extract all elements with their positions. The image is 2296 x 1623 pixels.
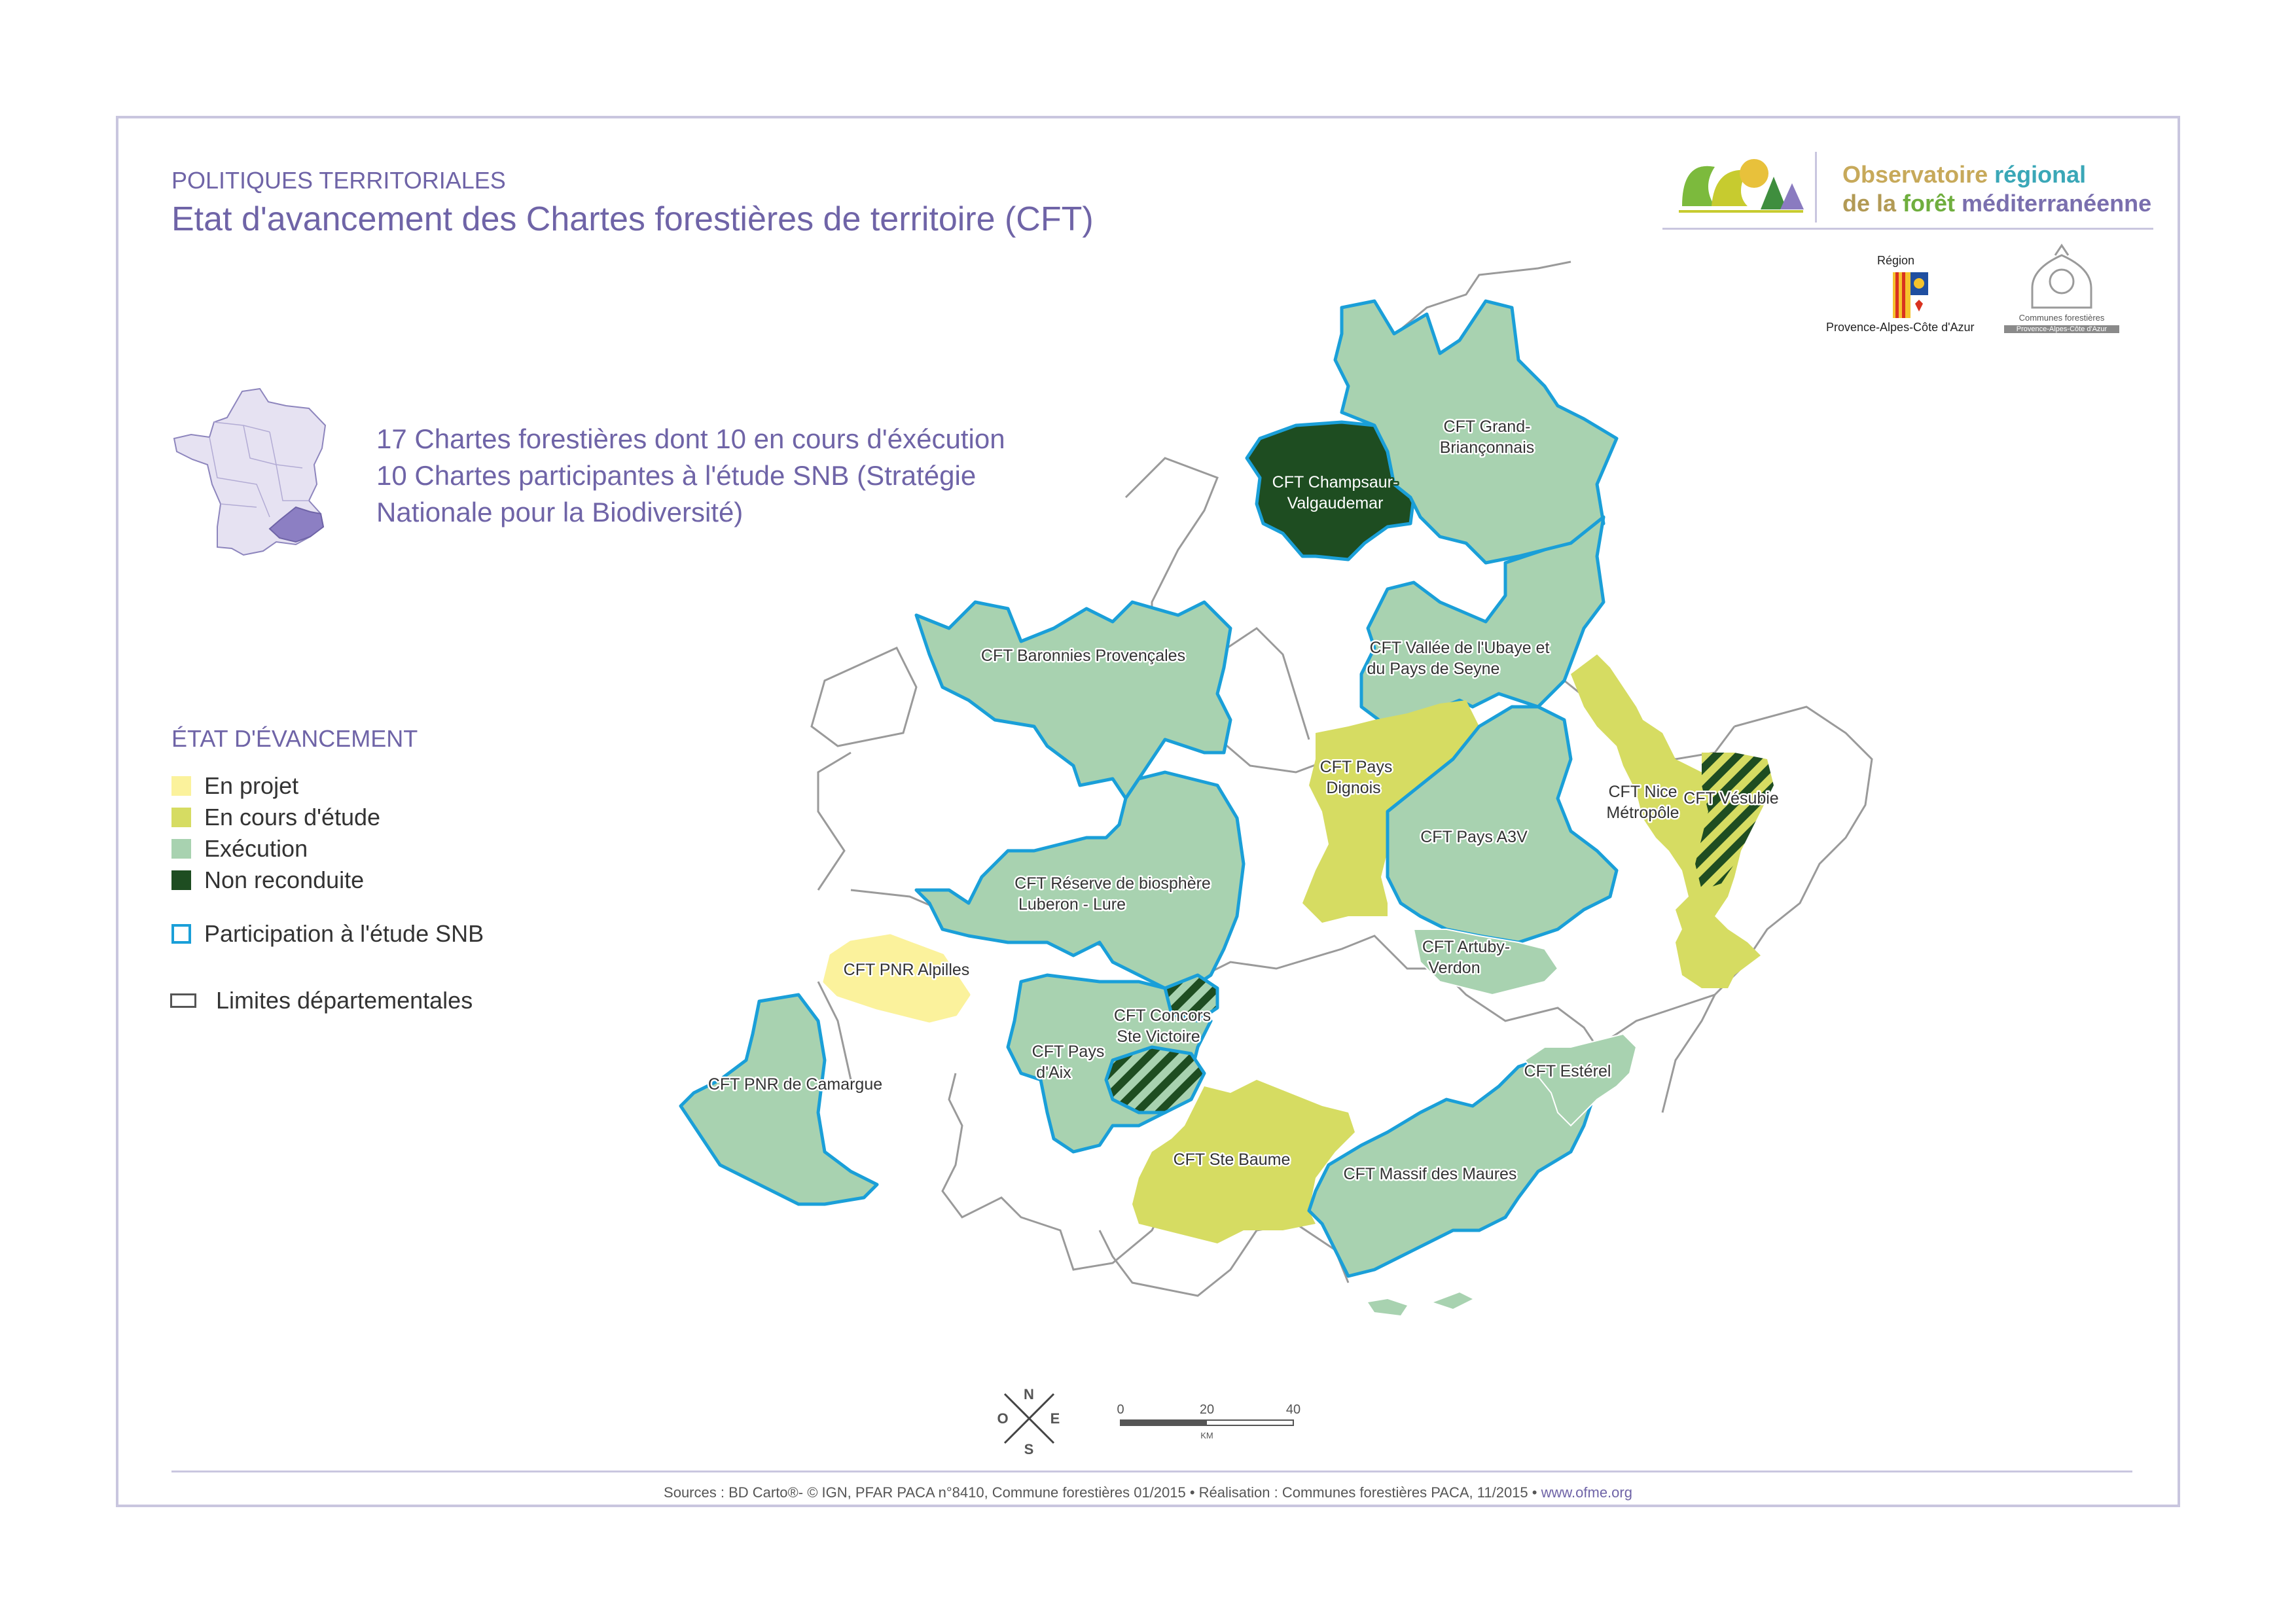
- scale-tick-0: 0: [1117, 1402, 1124, 1417]
- ofme-logo-text: Observatoire régional de la forêt méditerranéenne: [1842, 161, 2152, 217]
- label-ubaye-2: du Pays de Seyne: [1367, 660, 1500, 678]
- compass-e: E: [1050, 1410, 1060, 1427]
- region-baronnies: [916, 602, 1230, 798]
- label-luberon-1: CFT Réserve de biosphère: [1014, 874, 1211, 893]
- label-a3v: CFT Pays A3V: [1420, 828, 1528, 846]
- compass-icon: [997, 1386, 1060, 1457]
- scale-tick-40: 40: [1285, 1402, 1301, 1417]
- footer-rule: [171, 1471, 2132, 1472]
- label-aix-2: d'Aix: [1036, 1063, 1071, 1082]
- label-ste-baume: CFT Ste Baume: [1173, 1150, 1291, 1169]
- label-brianconnais-2: Briançonnais: [1439, 438, 1535, 457]
- label-champsaur-2: Valgaudemar: [1287, 494, 1384, 512]
- region-logo-name: Provence-Alpes-Côte d'Azur: [1826, 321, 1975, 334]
- label-dignois-2: Dignois: [1326, 779, 1381, 797]
- label-dignois-1: CFT Pays: [1319, 758, 1393, 776]
- label-concors-1: CFT Concors: [1113, 1007, 1211, 1025]
- summary-line-3: Nationale pour la Biodiversité): [376, 497, 744, 527]
- label-camargue: CFT PNR de Camargue: [708, 1075, 883, 1094]
- section-kicker: POLITIQUES TERRITORIALES: [171, 167, 506, 194]
- label-esterel: CFT Estérel: [1524, 1062, 1611, 1080]
- label-nice-1: CFT Nice: [1608, 783, 1677, 801]
- island-porquerolles: [1368, 1299, 1407, 1315]
- label-maures: CFT Massif des Maures: [1343, 1165, 1517, 1183]
- page-title: Etat d'avancement des Chartes forestières de territoire (CFT): [171, 200, 1094, 238]
- label-alpilles: CFT PNR Alpilles: [843, 961, 970, 979]
- label-nice-2: Métropôle: [1606, 804, 1679, 822]
- compass-s: S: [1024, 1441, 1034, 1457]
- legend-title: ÉTAT D'ÉVANCEMENT: [171, 725, 418, 752]
- communes-forestieres-tag: Provence-Alpes-Côte d'Azur: [2004, 325, 2119, 333]
- ofme-link[interactable]: www.ofme.org: [1541, 1484, 1632, 1501]
- label-vesubie: CFT Vésubie: [1683, 789, 1779, 808]
- label-artuby-1: CFT Artuby-: [1422, 938, 1511, 956]
- label-aix-1: CFT Pays: [1031, 1043, 1105, 1061]
- scale-bar: [1117, 1402, 1300, 1440]
- label-champsaur-1: CFT Champsaur-: [1272, 473, 1399, 491]
- label-artuby-2: Verdon: [1428, 959, 1480, 977]
- label-ubaye-1: CFT Vallée de l'Ubaye et: [1369, 639, 1550, 657]
- region-camargue: [681, 995, 877, 1204]
- summary-line-1: 17 Chartes forestières dont 10 en cours d'éxécution: [376, 423, 1005, 454]
- label-brianconnais-1: CFT Grand-: [1443, 418, 1531, 436]
- scale-tick-20: 20: [1199, 1402, 1215, 1417]
- label-concors-2: Ste Victoire: [1117, 1027, 1200, 1046]
- label-baronnies: CFT Baronnies Provençales: [980, 647, 1186, 665]
- sources-footer: Sources : BD Carto®- © IGN, PFAR PACA n°8410, Commune forestières 01/2015 • Réalisation : Communes forestières PACA, 11/2015 • www.ofme.org: [664, 1484, 1632, 1501]
- island-levant: [1433, 1293, 1473, 1309]
- compass-o: O: [997, 1410, 1009, 1427]
- communes-forestieres-caption: Communes forestières: [2018, 313, 2105, 323]
- label-luberon-2: Luberon - Lure: [1018, 895, 1126, 914]
- scale-unit: KM: [1200, 1431, 1213, 1440]
- summary-line-2: 10 Chartes participantes à l'étude SNB (Stratégie: [376, 460, 977, 491]
- region-logo-caption: Région: [1877, 254, 1915, 267]
- compass-n: N: [1024, 1386, 1034, 1402]
- region-concors: [1106, 1047, 1204, 1113]
